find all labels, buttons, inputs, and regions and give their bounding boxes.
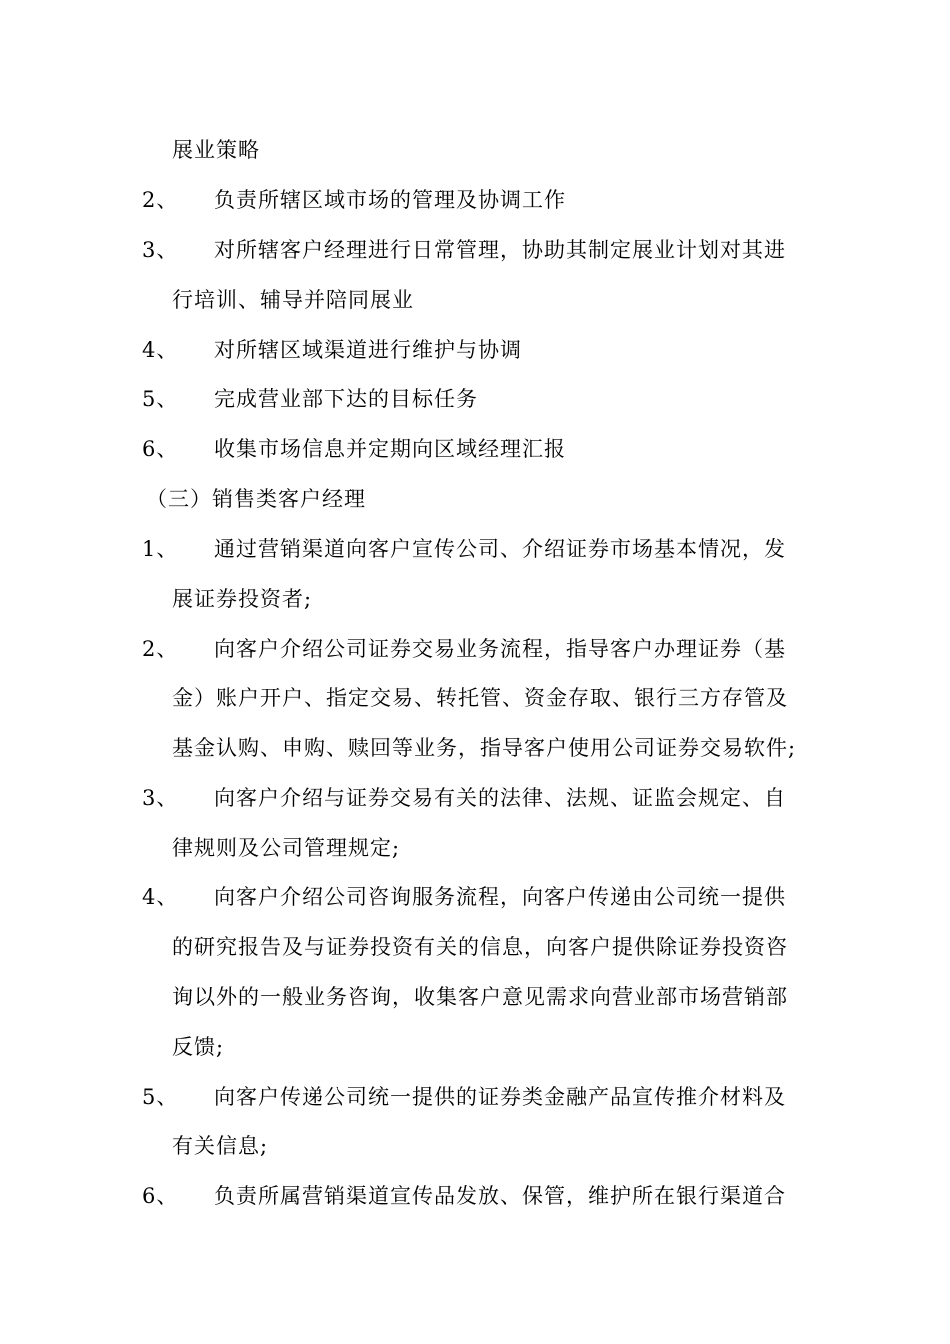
line-text: 基金认购、申购、赎回等业务，指导客户使用公司证券交易软件; bbox=[172, 736, 797, 760]
item-text: 收集市场信息并定期向区域经理汇报 bbox=[214, 437, 566, 461]
item-number: 3、 bbox=[142, 238, 179, 262]
heading-text: （三）销售类客户经理 bbox=[146, 487, 366, 511]
item-text: 负责所属营销渠道宣传品发放、保管，维护所在银行渠道合 bbox=[214, 1184, 786, 1208]
item-number: 4、 bbox=[142, 338, 179, 362]
item-number: 2、 bbox=[142, 188, 179, 212]
item-number: 5、 bbox=[142, 1085, 179, 1109]
item-number: 6、 bbox=[142, 1184, 179, 1208]
item-text: 向客户介绍与证券交易有关的法律、法规、证监会规定、自 bbox=[214, 786, 786, 810]
item-number: 4、 bbox=[142, 885, 179, 909]
line-text: 展业策略 bbox=[172, 138, 260, 162]
line-text: 展证券投资者; bbox=[172, 587, 313, 611]
line-text: 有关信息; bbox=[172, 1134, 269, 1158]
line-text: 询以外的一般业务咨询，收集客户意见需求向营业部市场营销部 bbox=[172, 985, 788, 1009]
item-number: 3、 bbox=[142, 786, 179, 810]
item-text: 对所辖区域渠道进行维护与协调 bbox=[214, 338, 522, 362]
item-number: 6、 bbox=[142, 437, 179, 461]
item-number: 5、 bbox=[142, 387, 179, 411]
line-text: 行培训、辅导并陪同展业 bbox=[172, 288, 414, 312]
item-text: 向客户介绍公司咨询服务流程，向客户传递由公司统一提供 bbox=[214, 885, 786, 909]
item-text: 向客户介绍公司证券交易业务流程，指导客户办理证券（基 bbox=[214, 637, 786, 661]
item-text: 对所辖客户经理进行日常管理，协助其制定展业计划对其进 bbox=[214, 238, 786, 262]
item-number: 1、 bbox=[142, 537, 179, 561]
line-text: 的研究报告及与证券投资有关的信息，向客户提供除证券投资咨 bbox=[172, 935, 788, 959]
item-number: 2、 bbox=[142, 637, 179, 661]
item-text: 完成营业部下达的目标任务 bbox=[214, 387, 478, 411]
line-text: 律规则及公司管理规定; bbox=[172, 836, 401, 860]
line-text: 金）账户开户、指定交易、转托管、资金存取、银行三方存管及 bbox=[172, 686, 788, 710]
line-text: 反馈; bbox=[172, 1035, 225, 1059]
item-text: 负责所辖区域市场的管理及协调工作 bbox=[214, 188, 566, 212]
item-text: 向客户传递公司统一提供的证券类金融产品宣传推介材料及 bbox=[214, 1085, 786, 1109]
item-text: 通过营销渠道向客户宣传公司、介绍证券市场基本情况，发 bbox=[214, 537, 786, 561]
